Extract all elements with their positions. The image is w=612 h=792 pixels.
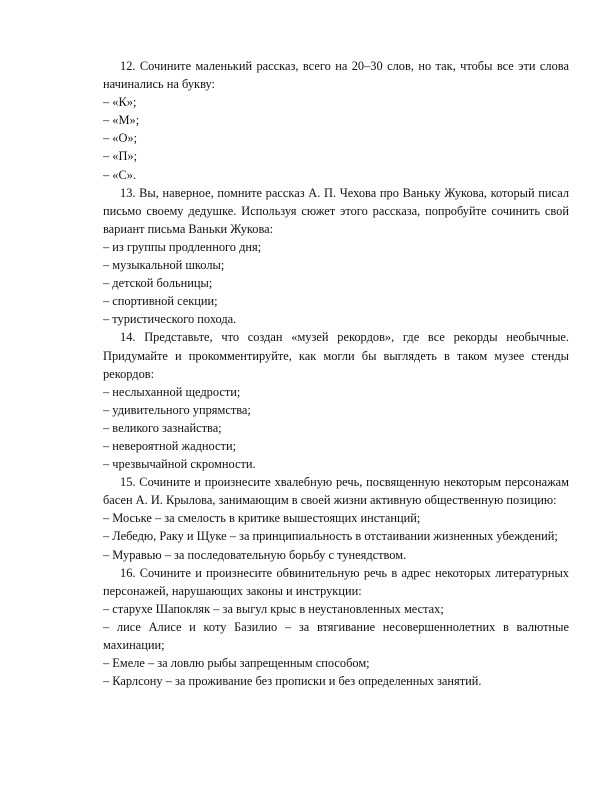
document-body xyxy=(103,57,569,690)
task-16 xyxy=(103,564,569,691)
task-14-intro: 14. Представьте, что создан «музей рекордов», где все рекорды необычные. Придумайте и прокомментируйте, как могли бы выглядеть в таком музее стенды рекордов: xyxy=(103,330,569,381)
list-item: – музыкальной школы; xyxy=(103,258,225,273)
list-item: – Емеле – за ловлю рыбы запрещенным способом; xyxy=(103,656,370,671)
task-14-list xyxy=(103,383,569,473)
task-16-list xyxy=(103,600,569,690)
list-item: – «С». xyxy=(103,167,137,182)
list-item: – удивительного упрямства; xyxy=(103,402,251,417)
list-item: – невероятной жадности; xyxy=(103,438,237,453)
list-item: – туристического похода. xyxy=(103,312,237,327)
list-item: – «П»; xyxy=(103,149,138,164)
task-13-intro: 13. Вы, наверное, помните рассказ А. П. Чехова про Ваньку Жукова, который писал письмо своему дедушке. Используя сюжет этого рассказа, попробуйте сочинить свой вариант письма Ваньки Жукова: xyxy=(103,185,569,236)
list-item: – детской больницы; xyxy=(103,276,213,291)
task-15-list xyxy=(103,509,569,563)
list-item: – лисе Алисе и коту Базилио – за втягивание несовершеннолетних в валютные махинации; xyxy=(103,619,569,652)
list-item: – спортивной секции; xyxy=(103,294,218,309)
task-13 xyxy=(103,184,569,329)
list-item: – Моське – за смелость в критике вышестоящих инстанций; xyxy=(103,511,421,526)
task-12 xyxy=(103,57,569,184)
task-12-intro: 12. Сочините маленький рассказ, всего на 20–30 слов, но так, чтобы все эти слова начинались на букву: xyxy=(103,59,569,92)
task-13-list xyxy=(103,238,569,328)
list-item: – Муравью – за последовательную борьбу с тунеядством. xyxy=(103,547,407,562)
list-item: – чрезвычайной скромности. xyxy=(103,457,256,472)
list-item: – Карлсону – за проживание без прописки и без определенных занятий. xyxy=(103,674,482,689)
list-item: – великого зазнайства; xyxy=(103,420,222,435)
task-15 xyxy=(103,473,569,563)
list-item: – «М»; xyxy=(103,113,140,128)
list-item: – из группы продленного дня; xyxy=(103,239,262,254)
task-14 xyxy=(103,328,569,473)
task-15-intro: 15. Сочините и произнесите хвалебную речь, посвященную некоторым персонажам басен А. И. Крылова, занимающим в своей жизни активную общественную позицию: xyxy=(103,475,569,508)
task-16-intro: 16. Сочините и произнесите обвинительную речь в адрес некоторых литературных персонажей, нарушающих законы и инструкции: xyxy=(103,565,569,598)
list-item: – Лебедю, Раку и Щуке – за принципиальность в отстаивании жизненных убеждений; xyxy=(103,529,558,544)
list-item: – «О»; xyxy=(103,131,138,146)
list-item: – неслыханной щедрости; xyxy=(103,384,241,399)
list-item: – «К»; xyxy=(103,95,137,110)
task-12-list xyxy=(103,93,569,183)
list-item: – старухе Шапокляк – за выгул крыс в неустановленных местах; xyxy=(103,601,444,616)
